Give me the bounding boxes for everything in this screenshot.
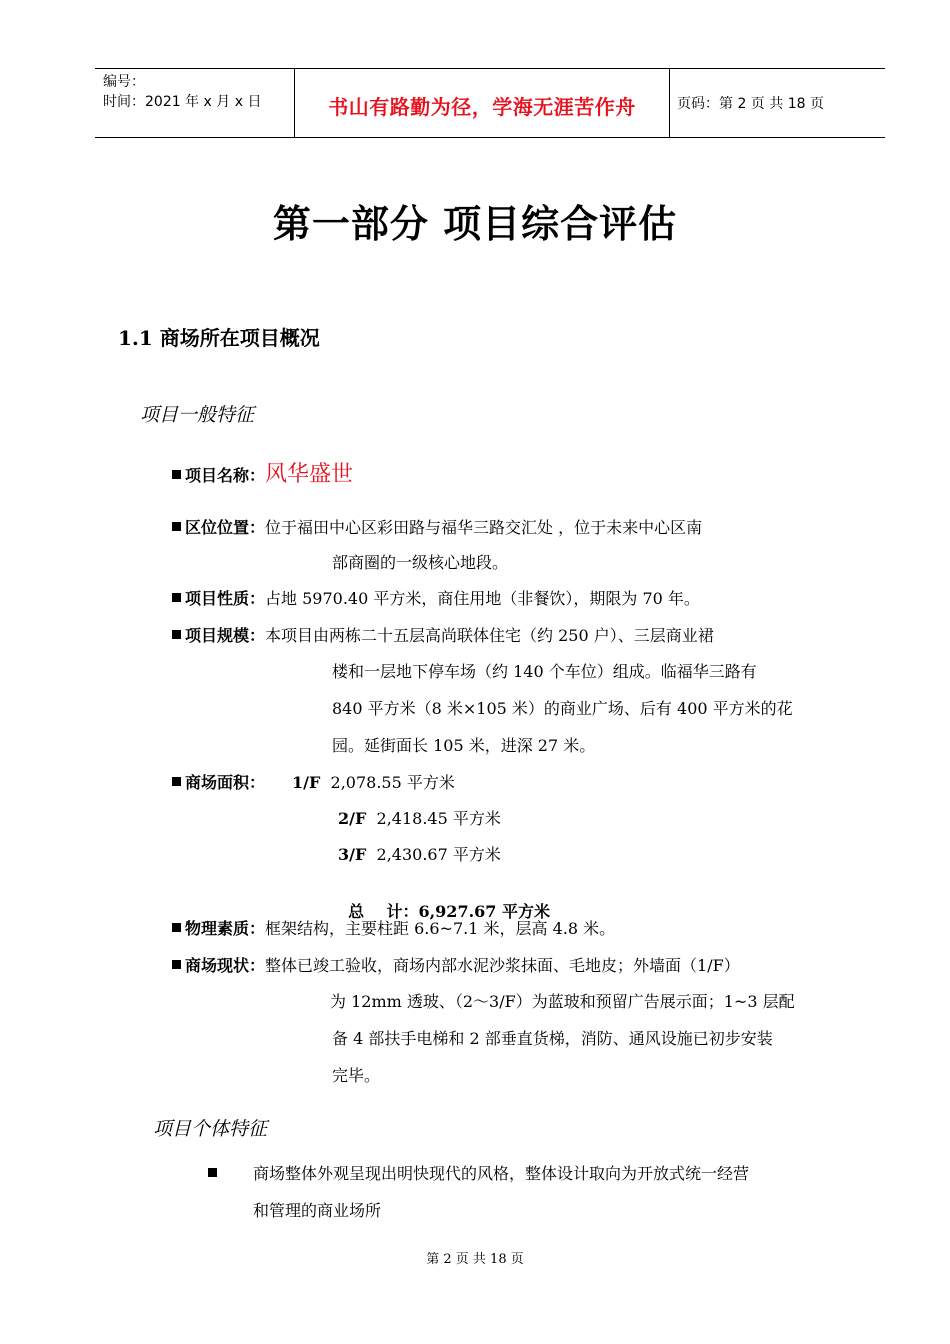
- square-bullet-icon: [172, 960, 181, 969]
- status-text-2: 为 12mm 透玻、（2～3/F）为蓝玻和预留广告展示面；1~3 层配: [330, 992, 795, 1011]
- individual-item-text-1: 商场整体外观呈现出明快现代的风格，整体设计取向为开放式统一经营: [253, 1164, 750, 1183]
- location-label: 区位位置：: [185, 518, 266, 537]
- area-row-2f: [338, 809, 501, 829]
- area-total-value: 6,927.67 平方米: [418, 902, 550, 921]
- project-name-row: [172, 462, 354, 487]
- nature-text: 占地 5970.40 平方米，商住用地（非餐饮），期限为 70 年。: [265, 589, 700, 608]
- scale-text-1: 本项目由两栋二十五层高尚联体住宅（约 250 户）、三层商业裙: [265, 626, 714, 645]
- nature-row: [172, 589, 700, 609]
- header-motto-cell: [294, 69, 670, 137]
- location-text-2: 部商圈的一级核心地段。: [332, 553, 509, 572]
- scale-text-4: 园。延街面长 105 米，进深 27 米。: [332, 736, 596, 755]
- floor-label: 1/F: [292, 773, 321, 792]
- individual-item-row: [208, 1164, 217, 1184]
- floor-label: 2/F: [338, 809, 367, 828]
- project-name-label: 项目名称：: [185, 466, 266, 485]
- area-total-label: 总 计：: [348, 902, 419, 921]
- page-title: 第一部分 项目综合评估: [272, 202, 678, 246]
- area-row: [172, 773, 265, 793]
- scale-text-3: 840 平方米（8 米×105 米）的商业广场、后有 400 平方米的花: [332, 699, 793, 718]
- square-bullet-icon: [208, 1168, 217, 1177]
- header-meta-cell: [95, 69, 294, 137]
- nature-label: 项目性质：: [185, 589, 266, 608]
- location-row: [172, 518, 702, 538]
- square-bullet-icon: [172, 923, 181, 932]
- section-heading: 1.1 商场所在项目概况: [118, 326, 320, 350]
- square-bullet-icon: [172, 630, 181, 639]
- square-bullet-icon: [172, 470, 181, 479]
- status-text-4: 完毕。: [332, 1066, 381, 1085]
- status-text-3: 备 4 部扶手电梯和 2 部垂直货梯，消防、通风设施已初步安装: [332, 1029, 773, 1048]
- page-footer: 第 2 页 共 18 页: [426, 1252, 524, 1267]
- general-features-heading: 项目一般特征: [140, 404, 255, 426]
- area-label: 商场面积：: [185, 773, 266, 792]
- status-text-1: 整体已竣工验收，商场内部水泥沙浆抹面、毛地皮；外墙面（1/F）: [265, 956, 740, 975]
- scale-row: [172, 626, 714, 646]
- page-header: [95, 68, 885, 138]
- floor-area: 2,078.55 平方米: [330, 773, 455, 792]
- status-label: 商场现状：: [185, 956, 266, 975]
- status-row: [172, 956, 740, 976]
- code-label: 编号：: [103, 74, 145, 90]
- floor-area: 2,418.45 平方米: [376, 809, 501, 828]
- area-row-3f: [338, 845, 501, 865]
- floor-area: 2,430.67 平方米: [376, 845, 501, 864]
- physical-text: 框架结构，主要柱距 6.6~7.1 米，层高 4.8 米。: [265, 919, 616, 938]
- square-bullet-icon: [172, 522, 181, 531]
- project-name-value: 风华盛世: [265, 462, 354, 487]
- physical-label: 物理素质：: [185, 919, 266, 938]
- physical-row: [172, 919, 615, 939]
- scale-label: 项目规模：: [185, 626, 266, 645]
- area-row-1f: [292, 773, 455, 793]
- area-total-row: [338, 882, 550, 922]
- time-label: 时间：2021 年 x 月 x 日: [103, 94, 262, 110]
- individual-item-text-2: 和管理的商业场所: [253, 1201, 382, 1220]
- scale-text-2: 楼和一层地下停车场（约 140 个车位）组成。临福华三路有: [332, 662, 757, 681]
- motto: 书山有路勤为径，学海无涯苦作舟: [328, 95, 636, 119]
- location-text-1: 位于福田中心区彩田路与福华三路交汇处 ，位于未来中心区南: [265, 518, 703, 537]
- floor-label: 3/F: [338, 845, 367, 864]
- square-bullet-icon: [172, 593, 181, 602]
- square-bullet-icon: [172, 777, 181, 786]
- page-info: 页码：第 2 页 共 18 页: [677, 96, 824, 112]
- header-page-cell: [669, 69, 885, 137]
- individual-features-heading: 项目个体特征: [153, 1118, 268, 1140]
